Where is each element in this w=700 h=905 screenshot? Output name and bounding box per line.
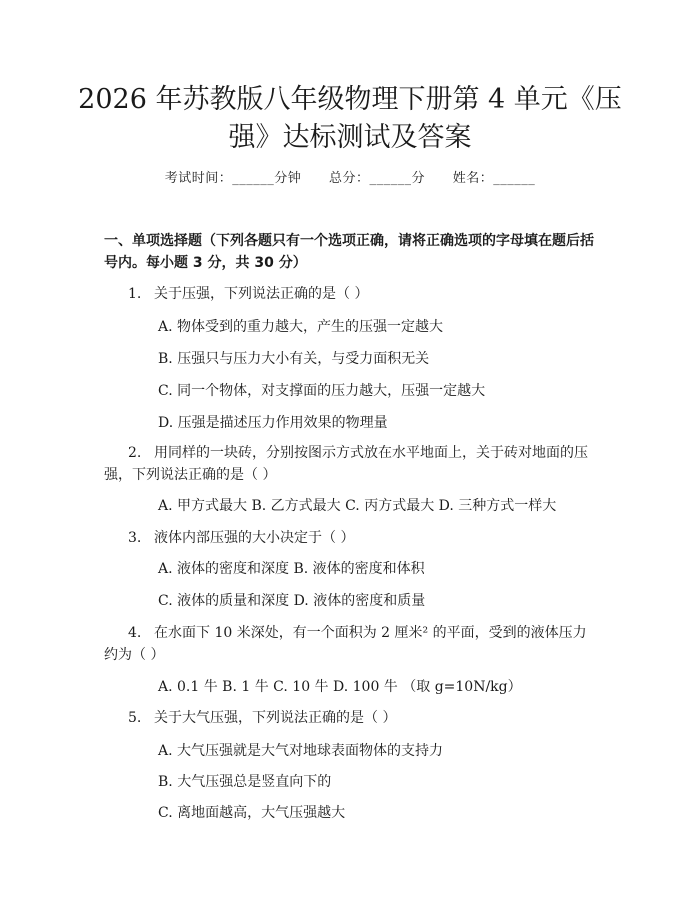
question-number: 1. xyxy=(128,286,142,302)
q5-option-a: A. 大气压强就是大气对地球表面物体的支持力 xyxy=(158,743,444,759)
q5-option-b: B. 大气压强总是竖直向下的 xyxy=(158,774,332,790)
q4-options: A. 0.1 牛 B. 1 牛 C. 10 牛 D. 100 牛 （取 g=10N/kg） xyxy=(158,679,522,695)
section-heading: 一、单项选择题（下列各题只有一个选项正确，请将正确选项的字母填在题后括号内。每小题 3 分，共 30 分） xyxy=(104,233,594,271)
q5-option-c: C. 离地面越高，大气压强越大 xyxy=(158,805,346,821)
q1-option-a: A. 物体受到的重力越大，产生的压强一定越大 xyxy=(158,319,444,335)
question-1 xyxy=(128,283,368,305)
document-title-line-2: 强》达标测试及答案 xyxy=(228,122,472,153)
question-text: 关于大气压强，下列说法正确的是（ ） xyxy=(154,710,397,726)
q1-option-b: B. 压强只与压力大小有关，与受力面积无关 xyxy=(158,351,430,367)
question-number: 4. xyxy=(128,625,142,641)
q3-options-ab: A. 液体的密度和深度 B. 液体的密度和体积 xyxy=(158,561,425,577)
question-number: 2. xyxy=(128,445,142,461)
exam-info: 考试时间：______分钟 总分：______分 姓名：______ xyxy=(164,171,536,186)
question-text: 液体内部压强的大小决定于（ ） xyxy=(154,530,355,546)
q2-options: A. 甲方式最大 B. 乙方式最大 C. 丙方式最大 D. 三种方式一样大 xyxy=(158,498,557,514)
q3-options-cd: C. 液体的质量和深度 D. 液体的密度和质量 xyxy=(158,593,426,609)
question-4 xyxy=(104,622,599,666)
question-number: 3. xyxy=(128,530,142,546)
q1-option-c: C. 同一个物体，对支撑面的压力越大，压强一定越大 xyxy=(158,383,486,399)
question-number: 5. xyxy=(128,710,142,726)
question-text: 关于压强，下列说法正确的是（ ） xyxy=(154,286,369,302)
question-text: 在水面下 10 米深处，有一个面积为 2 厘米² 的平面，受到的液体压力约为（ ） xyxy=(104,625,587,663)
question-5 xyxy=(128,707,396,729)
q1-option-d: D. 压强是描述压力作用效果的物理量 xyxy=(158,415,388,431)
question-3 xyxy=(128,527,354,549)
document-title-line-1: 2026 年苏教版八年级物理下册第 4 单元《压 xyxy=(78,84,622,115)
question-text: 用同样的一块砖，分别按图示方式放在水平地面上，关于砖对地面的压强，下列说法正确的是（ ） xyxy=(104,445,588,483)
question-2 xyxy=(104,442,599,486)
